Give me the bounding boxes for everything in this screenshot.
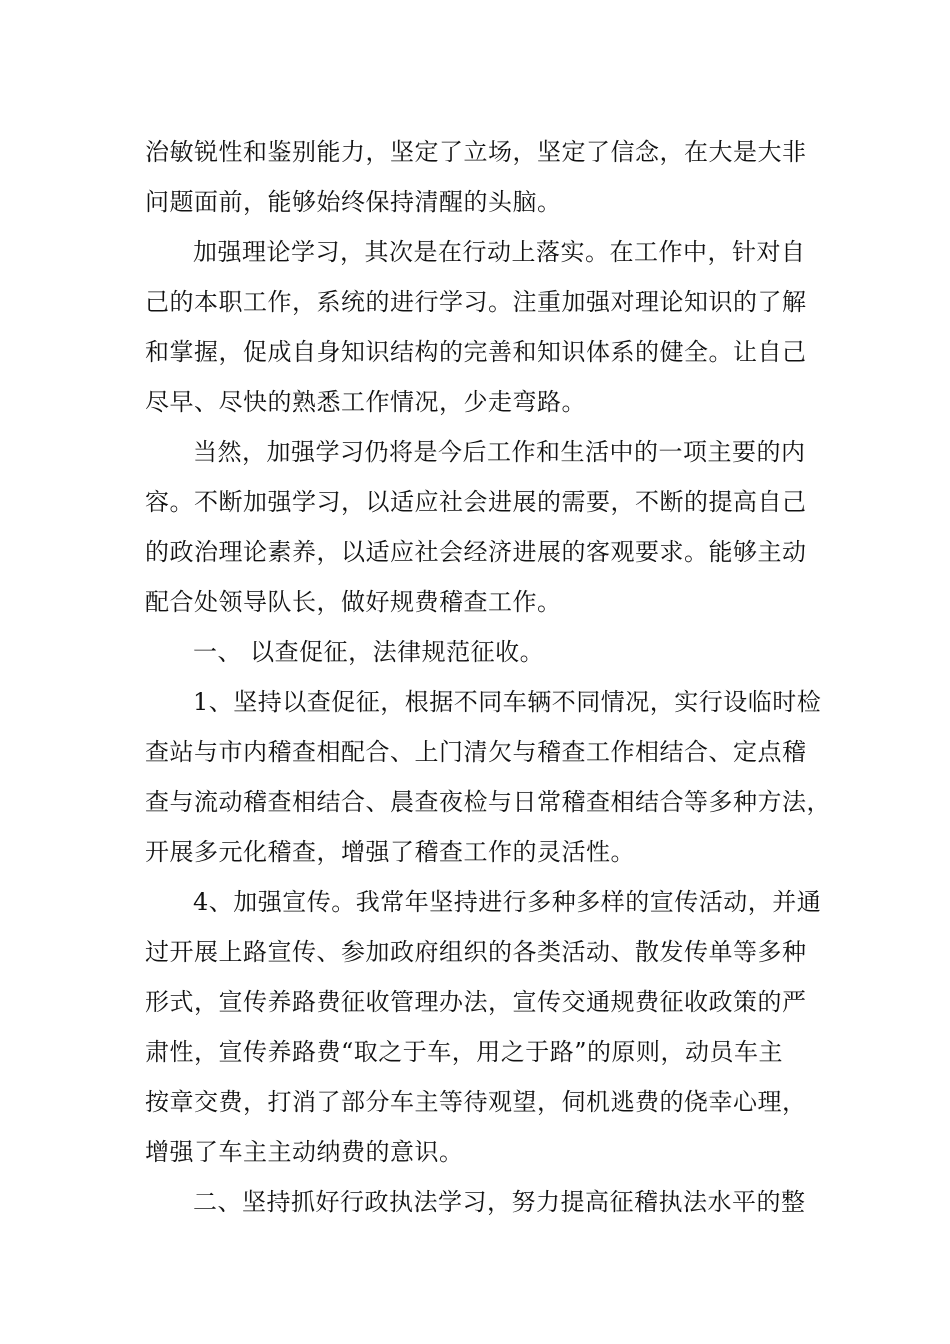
text-line-15: 开展多元化稽查，增强了稽查工作的灵活性。 [145,838,635,866]
text-line-8: 容。不断加强学习，以适应社会进展的需要，不断的提高自己 [145,488,807,516]
paragraph-start-line: 1、坚持以查促征，根据不同车辆不同情况，实行设临时检 [193,688,822,716]
text-line-19: 肃性，宣传养路费“取之于车，用之于路”的原则，动员车主 [145,1038,784,1066]
text-line-9: 的政治理论素养，以适应社会经济进展的客观要求。能够主动 [145,538,807,566]
text-line-4: 己的本职工作，系统的进行学习。注重加强对理论知识的了解 [145,288,807,316]
text-line-1: 治敏锐性和鉴别能力，坚定了立场，坚定了信念，在大是大非 [145,138,807,166]
text-line-21: 增强了车主主动纳费的意识。 [145,1138,464,1166]
paragraph-start-line: 当然，加强学习仍将是今后工作和生活中的一项主要的内 [193,438,806,466]
text-line-18: 形式，宣传养路费征收管理办法，宣传交通规费征收政策的严 [145,988,807,1016]
text-line-6: 尽早、尽快的熟悉工作情况，少走弯路。 [145,388,586,416]
paragraph-start-line: 加强理论学习，其次是在行动上落实。在工作中，针对自 [193,238,806,266]
text-line-5: 和掌握，促成自身知识结构的完善和知识体系的健全。让自己 [145,338,807,366]
text-line-20: 按章交费，打消了部分车主等待观望，伺机逃费的侥幸心理， [145,1088,807,1116]
text-line-14: 查与流动稽查相结合、晨查夜检与日常稽查相结合等多种方法， [145,788,831,816]
text-line-17: 过开展上路宣传、参加政府组织的各类活动、散发传单等多种 [145,938,807,966]
text-line-2: 问题面前，能够始终保持清醒的头脑。 [145,188,562,216]
section-heading-2: 二、坚持抓好行政执法学习，努力提高征稽执法水平的整 [193,1188,806,1216]
text-line-13: 查站与市内稽查相配合、上门清欠与稽查工作相结合、定点稽 [145,738,807,766]
text-line-10: 配合处领导队长，做好规费稽查工作。 [145,588,562,616]
section-heading-1: 一、 以查促征，法律规范征收。 [193,638,545,666]
paragraph-start-line: 4、加强宣传。我常年坚持进行多种多样的宣传活动，并通 [193,888,822,916]
